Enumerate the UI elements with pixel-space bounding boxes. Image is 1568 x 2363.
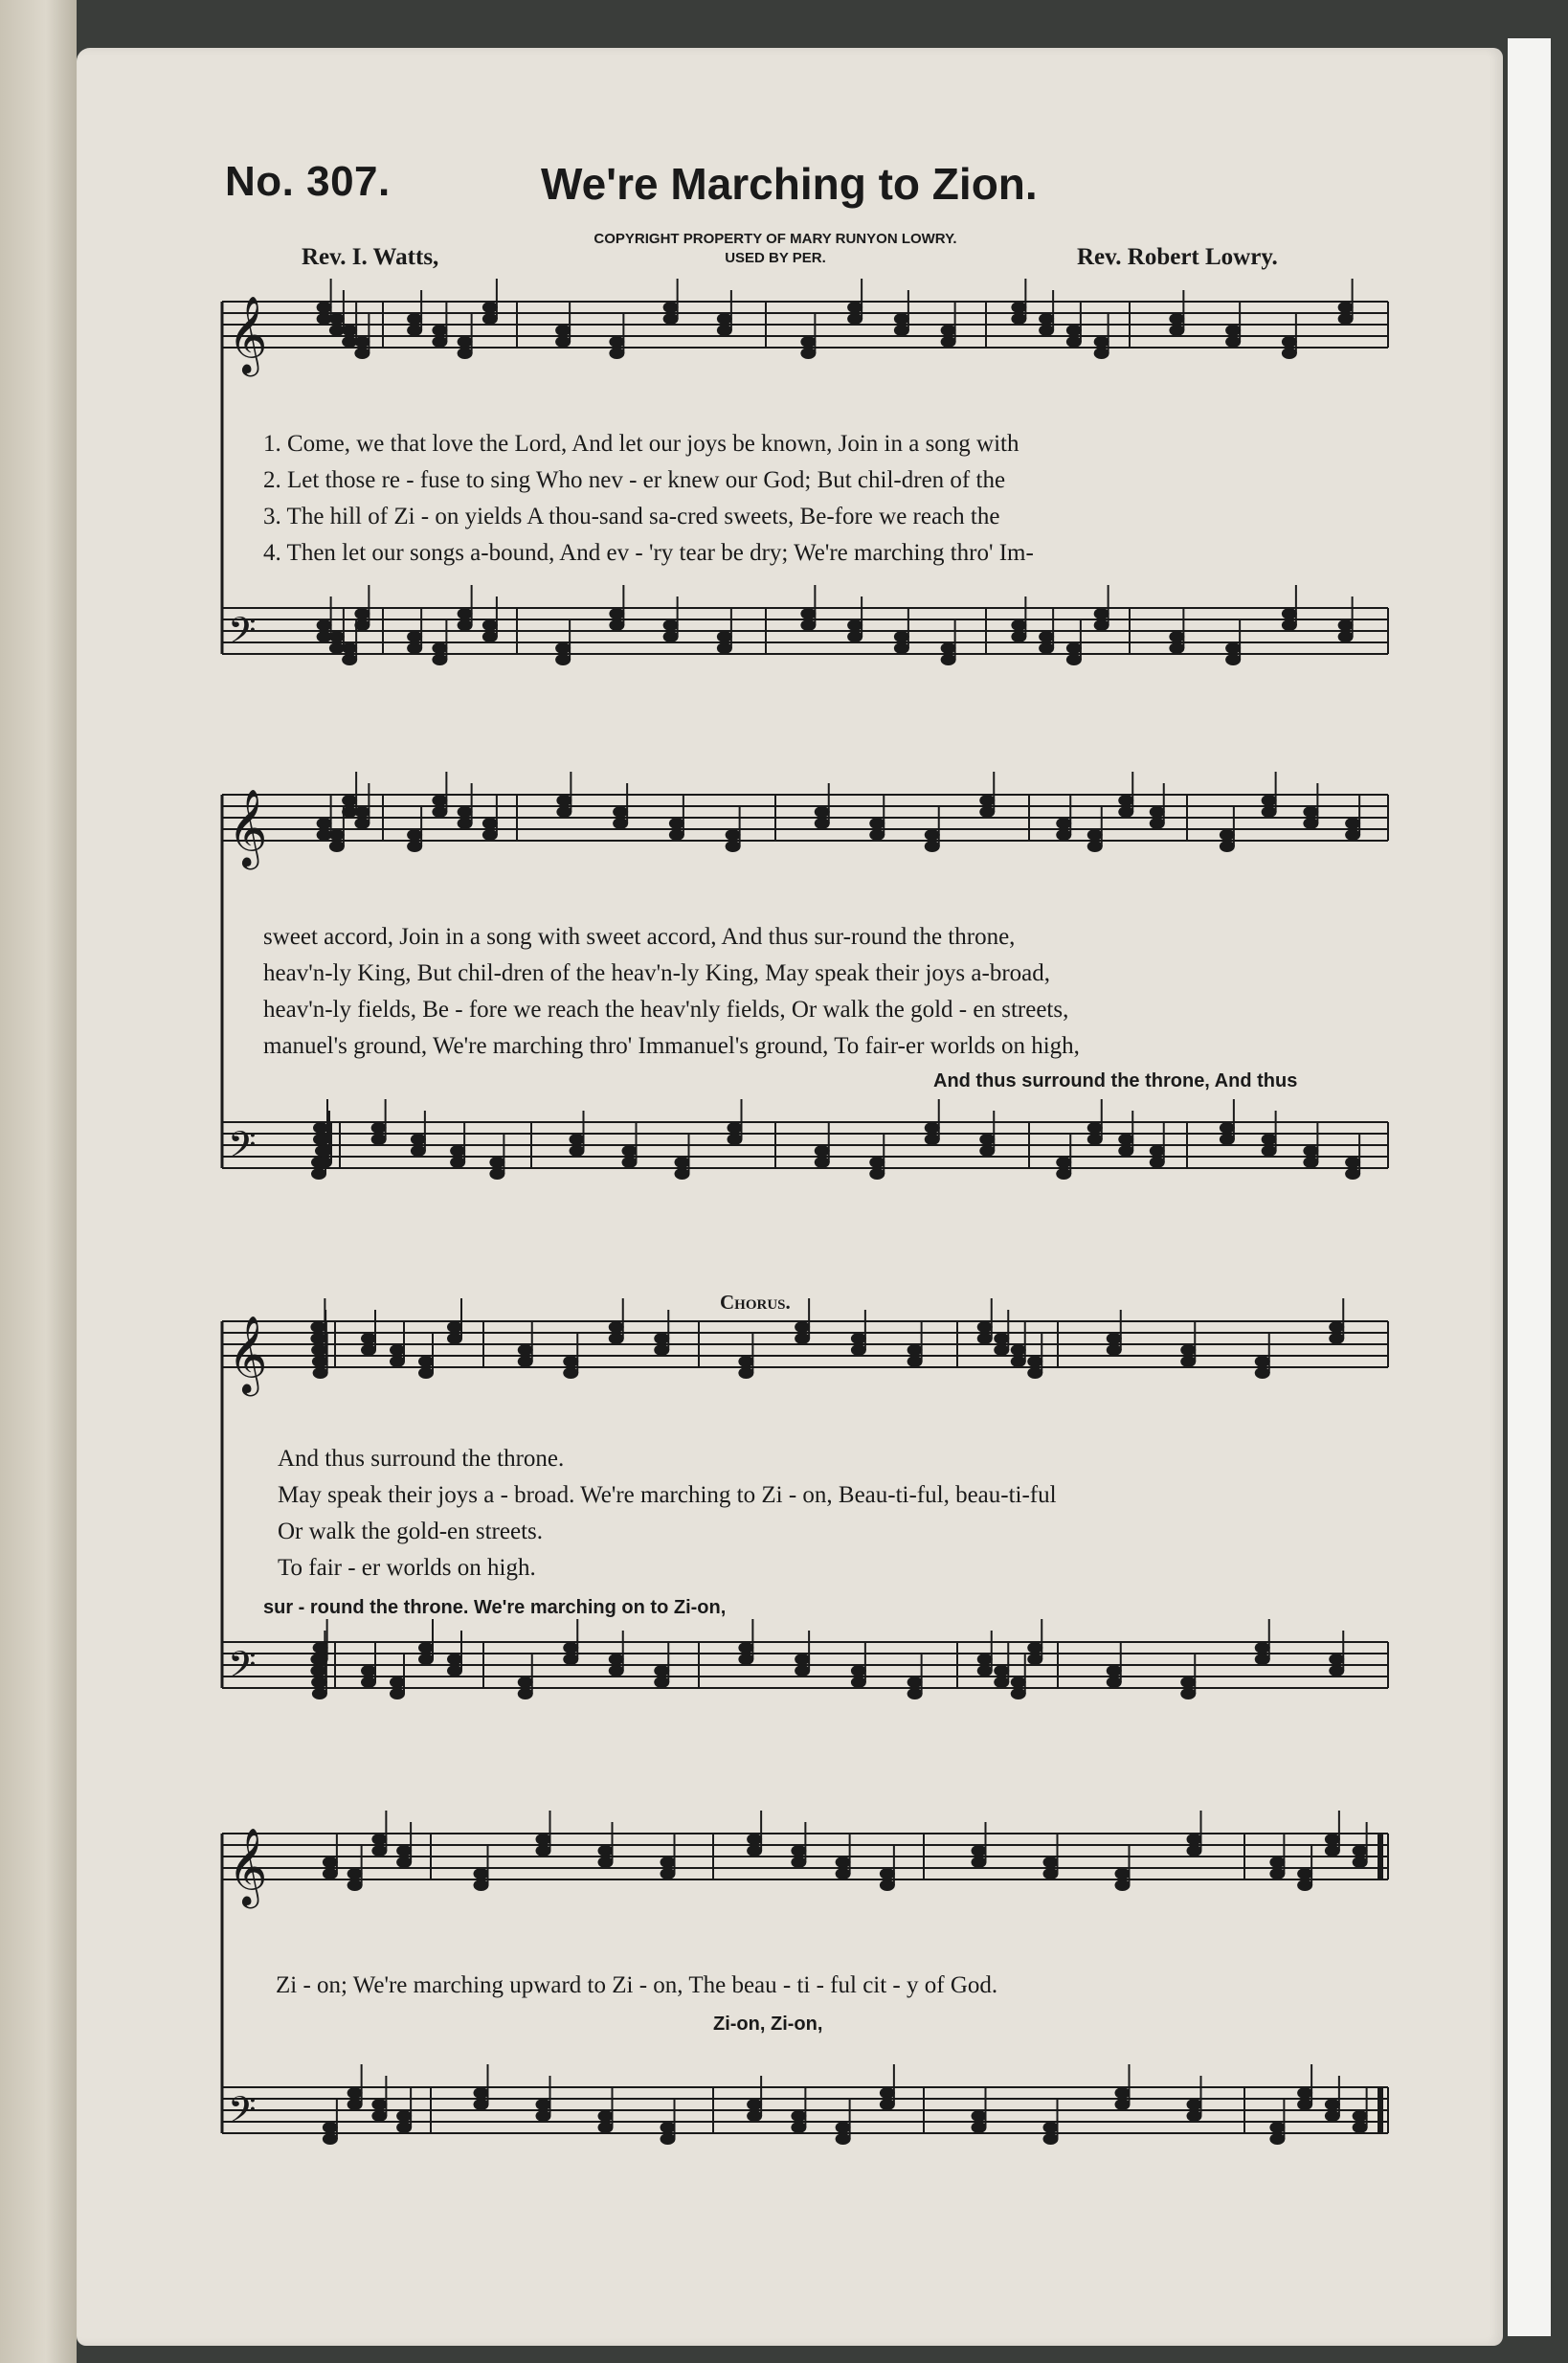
svg-text:𝄢: 𝄢 [228,1123,257,1175]
system1-verse-3: 3. The hill of Zi - on yields A thou-sand sa-cred sweets, Be-fore we reach the [263,504,1000,529]
hymn-author: Rev. I. Watts, [302,244,439,270]
hymn-title: We're Marching to Zion. [541,159,1038,209]
system3-bass-echo: sur - round the throne. We're marching on to Zi-on, [263,1597,727,1618]
system4-bass-echo: Zi-on, Zi-on, [713,2014,823,2035]
system4-verse-1: Zi - on; We're marching upward to Zi - on, The beau - ti - ful cit - y of God. [276,1972,998,1998]
system1-verse-1: 1. Come, we that love the Lord, And let our joys be known, Join in a song with [263,431,1019,457]
clefs [228,295,267,2140]
svg-text:𝄞: 𝄞 [228,1315,268,1393]
svg-text:𝄞: 𝄞 [228,1827,268,1905]
system1-verse-4: 4. Then let our songs a-bound, And ev - 'ry tear be dry; We're marching thro' Im- [263,540,1034,566]
system3-verse-3: Or walk the gold-en streets. [278,1519,544,1544]
system2-verse-3: heav'n-ly fields, Be - fore we reach the heav'nly fields, Or walk the gold - en streets, [263,997,1069,1023]
hymn-composer: Rev. Robert Lowry. [1077,244,1278,270]
hymn-number: No. 307. [225,158,391,205]
copyright-line-1: COPYRIGHT PROPERTY OF MARY RUNYON LOWRY. [594,231,957,247]
system2-verse-2: heav'n-ly King, But chil-dren of the heav'n-ly King, May speak their joys a-broad, [263,960,1050,986]
system3-verse-1: And thus surround the throne. [278,1446,565,1472]
svg-text:𝄢: 𝄢 [228,1643,257,1695]
copyright-line-2: USED BY PER. [725,250,826,266]
svg-text:𝄢: 𝄢 [228,2088,257,2140]
system2-verse-4: manuel's ground, We're marching thro' Immanuel's ground, To fair-er worlds on high, [263,1033,1080,1059]
chorus-label: Chorus. [720,1291,791,1314]
system2-verse-1: sweet accord, Join in a song with sweet accord, And thus sur-round the throne, [263,924,1016,950]
system2-bass-echo: And thus surround the throne, And thus [933,1070,1298,1091]
svg-text:𝄞: 𝄞 [228,295,268,373]
system3-verse-4: To fair - er worlds on high. [278,1555,536,1581]
system1-verse-2: 2. Let those re - fuse to sing Who nev - er knew our God; But chil-dren of the [263,467,1006,493]
svg-text:𝄞: 𝄞 [228,788,268,866]
svg-text:𝄢: 𝄢 [228,609,257,661]
system3-verse-2: May speak their joys a - broad. We're marching to Zi - on, Beau-ti-ful, beau-ti-ful [278,1482,1057,1508]
